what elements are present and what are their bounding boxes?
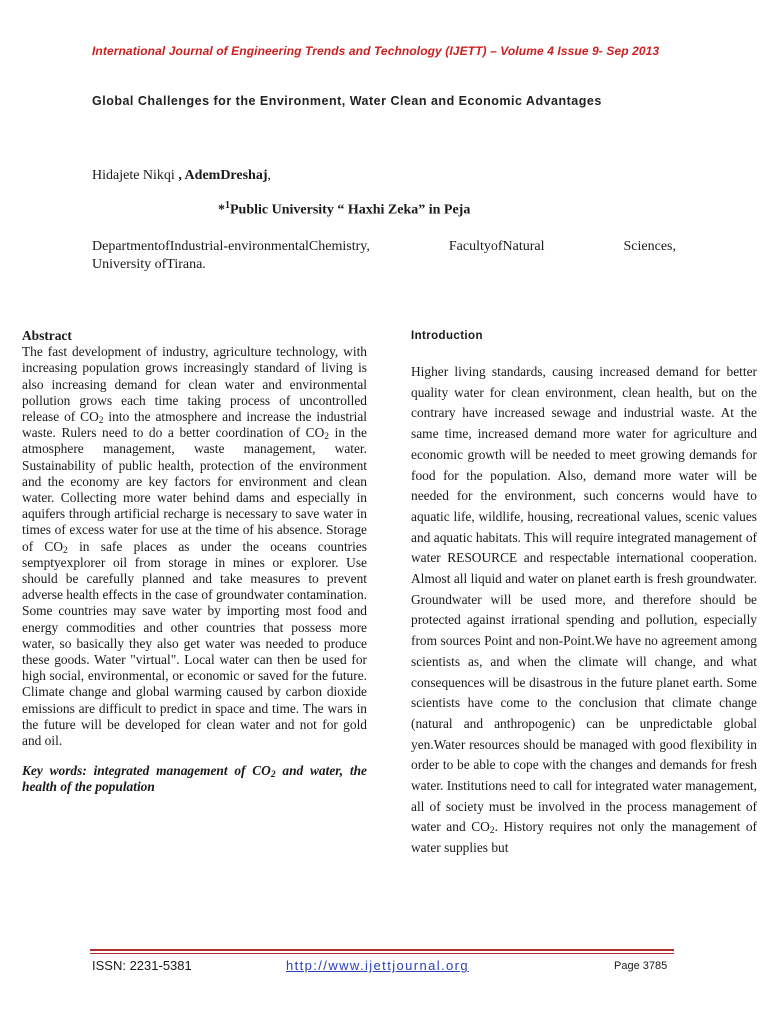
affiliation-prefix: * — [218, 202, 225, 218]
author-separator: , — [174, 168, 185, 183]
keywords-text: and water, the health of the population — [22, 763, 367, 795]
author-name: AdemDreshaj — [184, 168, 268, 183]
abstract-body — [22, 344, 367, 749]
keywords-text: Key words: integrated management of CO — [22, 763, 271, 779]
faculty-name: FacultyofNatural — [448, 239, 545, 254]
affiliation-marker: 1 — [225, 200, 230, 211]
journal-url-link[interactable]: http://www.ijettjournal.org — [286, 958, 470, 973]
issn: ISSN: 2231-5381 — [92, 958, 192, 973]
department-line-1 — [92, 238, 676, 256]
abstract-text-part: in the atmosphere management, waste management, water. Sustainability of public health, protection of the environment and the economy are key factors for environment and clean water. Collecting more water behind dams and especially in aquifers through artificial recharge is necessary to save water in times of excess water for use at the time of his absence. Storage of CO — [22, 425, 367, 554]
right-column — [411, 330, 757, 859]
abstract-text-part: in safe places as under the oceans countries semptyexplorer oil from storage in mines or explorer. Use should be carefully planned and take measures to prevent adverse health effects in the case of groundwater contamination. Some countries may save water by importing most food and energy commodities and other countries that possess more water, so basically they also get water was needed to produce these goods. Water "virtual". Local water can then be used for high social, environmental, or economic or saved for the future. Climate change and global warming caused by carbon dioxide emissions are difficult to predict in space and time. The wars in the future will be developed for clean water and not for gold and oil. — [22, 538, 367, 749]
department-name: DepartmentofIndustrial-environmentalChemistry, — [92, 239, 370, 254]
abstract-heading: Abstract — [22, 328, 72, 343]
affiliation — [218, 200, 470, 219]
authors — [92, 168, 271, 184]
author-trailing: , — [267, 168, 272, 183]
footer-rule — [90, 949, 674, 951]
university-name: University ofTirana. — [92, 257, 206, 272]
subscript: 2 — [63, 545, 68, 556]
abstract-text-part: into the atmosphere and increase the industrial waste. Rulers need to do a better coordination of CO — [22, 409, 367, 441]
keywords — [22, 763, 367, 795]
affiliation-text: Public University “ Haxhi Zeka” in Peja — [230, 202, 471, 218]
subscript: 2 — [270, 770, 276, 781]
faculty-name-cont: Sciences, — [623, 239, 676, 254]
introduction-heading: Introduction — [411, 330, 483, 342]
page-number: Page 3785 — [614, 960, 668, 972]
journal-header: International Journal of Engineering Trends and Technology (IJETT) – Volume 4 Issue 9- Sep 2013 — [92, 44, 660, 58]
introduction-text-part: . History requires not only the management of water supplies but — [411, 819, 757, 856]
author-name: Hidajete Nikqi — [92, 168, 175, 183]
left-column — [22, 328, 367, 796]
subscript: 2 — [489, 826, 495, 837]
subscript: 2 — [98, 416, 104, 427]
abstract-text-part: The fast development of industry, agriculture technology, with increasing population grows increasingly standard of living is also increasing demand for clean water and environmental pollution grows each time taking process of uncontrolled release of CO — [22, 344, 367, 425]
paper-title: Global Challenges for the Environment, Water Clean and Economic Advantages — [92, 94, 602, 108]
department — [92, 238, 676, 274]
subscript: 2 — [324, 432, 329, 443]
introduction-body — [411, 362, 757, 859]
introduction-text-part: Higher living standards, causing increased demand for better quality water for clean environment, clean health, but on the contrary have increased sewage and industrial waste. At the same time, increased demand more water for agriculture and economic growth will be needed to meet growing demands for food for the population. Also, demand more water will be needed for the environment, such concerns would have to aquatic life, wildlife, housing, recreational values, scenic values and aquatic habitats. This will require integrated management of water RESOURCE and respectable international cooperation. Almost all liquid and water on planet earth is fresh groundwater. Groundwater will be used more, and therefore should be protected against irrational spending and pollution, especially from sources Point and non-Point.We have no agreement among scientists as, and when the climate will change, and what consequences will be disastrous in the future planet earth. Some scientists have come to the conclusion that climate change (natural and anthropogenic) can be unpredictable global yen.Water resources should be managed with good flexibility in order to be able to cope with the changes and demands for fresh water. Institutions need to call for integrated water management, all of society must be involved in the process management of water and CO — [411, 364, 757, 835]
